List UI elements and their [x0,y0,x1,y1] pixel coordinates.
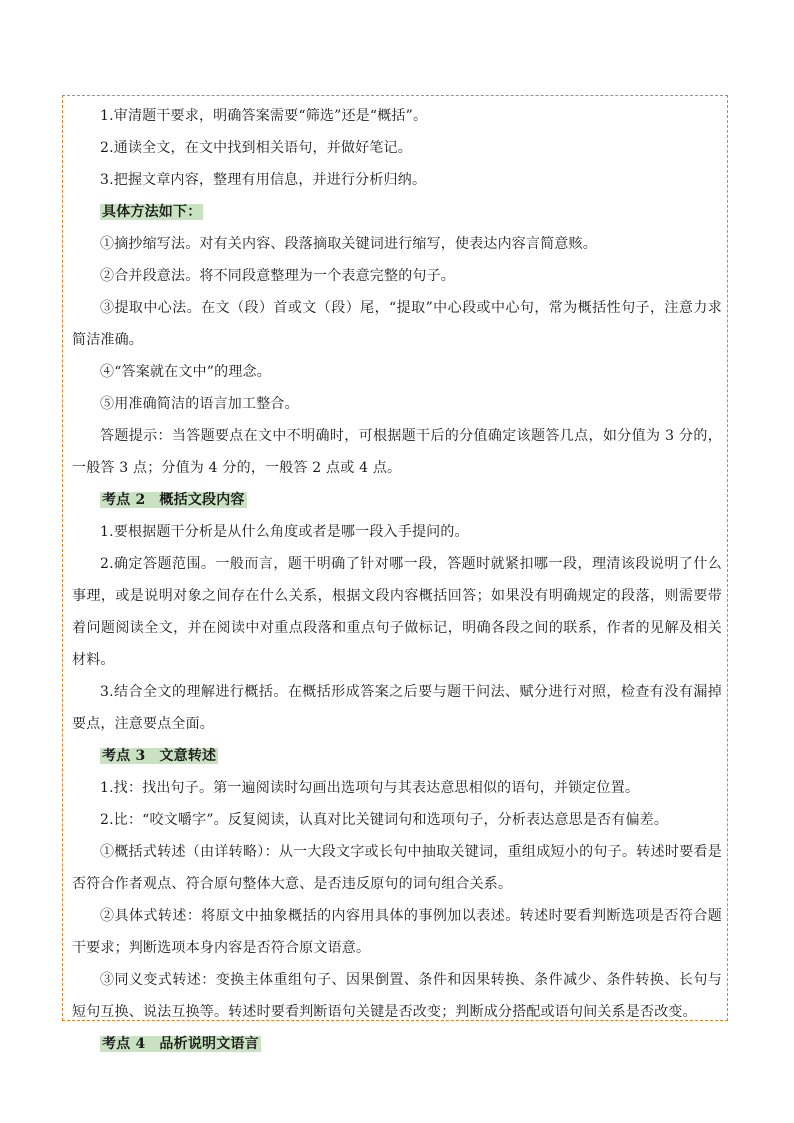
section-3-title: 文意转述 [159,748,217,764]
step-3: 3.把握文章内容，整理有用信息，并进行分析归纳。 [100,172,427,188]
section-2-heading-row [72,484,722,516]
section-3-item-2: 2.比：“咬文嚼字”。反复阅读，认真对比关键词句和选项句子，分析表达意思是否有偏差。 [100,812,669,828]
section-3-sub-c: ③同义变式转述：变换主体重组句子、因果倒置、条件和因果转换、条件减少、条件转换、长句与短句互换、说法互换等。转述时要看判断语句关键是否改变；判断成分搭配或语句间关系是否改变。 [72,972,722,1020]
answer-tip: 答题提示：当答题要点在文中不明确时，可根据题干后的分值确定该题答几点，如分值为 3 分的，一般答 3 点；分值为 4 分的，一般答 2 点或 4 点。 [72,428,722,476]
section-4-heading [100,1036,261,1052]
step-2: 2.通读全文，在文中找到相关语句，并做好笔记。 [100,140,412,156]
section-4-label: 考点 4 [102,1036,146,1052]
step-1: 1.审清题干要求，明确答案需要“筛选”还是“概括”。 [100,108,428,124]
section-4-title: 品析说明文语言 [159,1036,259,1052]
section-3-label: 考点 3 [102,748,146,764]
document-body [72,100,722,1060]
section-4-heading-row [72,1028,722,1060]
method-5: ⑤用准确简洁的语言加工整合。 [100,396,299,412]
section-2-heading [100,492,247,508]
section-2-label: 考点 2 [102,492,146,508]
section-3-sub-b: ②具体式转述：将原文中抽象概括的内容用具体的事例加以表述。转述时要看判断选项是否符合题干要求；判断选项本身内容是否符合原文语意。 [72,908,722,956]
section-2-item-2: 2.确定答题范围。一般而言，题干明确了针对哪一段，答题时就紧扣哪一段，理清该段说明了什么事理，或是说明对象之间存在什么关系，根据文段内容概括回答；如果没有明确规定的段落，则需要带着问题阅读全文，并在阅读中对重点段落和重点句子做标记，明确各段之间的联系，作者的见解及相关材料。 [72,556,722,668]
method-2: ②合并段意法。将不同段意整理为一个表意完整的句子。 [100,268,455,284]
method-3: ③提取中心法。在文（段）首或文（段）尾，“提取”中心段或中心句，常为概括性句子，注意力求简洁准确。 [72,300,722,348]
method-1: ①摘抄缩写法。对有关内容、段落摘取关键词进行缩写，使表达内容言简意赅。 [100,236,597,252]
section-2-title: 概括文段内容 [159,492,245,508]
section-3-item-1: 1.找：找出句子。第一遍阅读时勾画出选项句与其表达意思相似的语句，并锁定位置。 [100,780,640,796]
section-3-heading [100,748,218,764]
method-4: ④“答案就在文中”的理念。 [100,364,271,380]
section-3-sub-a: ①概括式转述（由详转略）：从一大段文字或长句中抽取关键词，重组成短小的句子。转述时要看是否符合作者观点、符合原句整体大意、是否违反原句的词句组合关系。 [72,844,722,892]
section-2-item-3: 3.结合全文的理解进行概括。在概括形成答案之后要与题干问法、赋分进行对照，检查有没有漏掉要点，注意要点全面。 [72,684,722,732]
section-3-heading-row [72,740,722,772]
methods-heading: 具体方法如下： [102,204,202,220]
methods-heading-row [72,196,722,228]
section-2-item-1: 1.要根据题干分析是从什么角度或者是哪一段入手提问的。 [100,524,469,540]
